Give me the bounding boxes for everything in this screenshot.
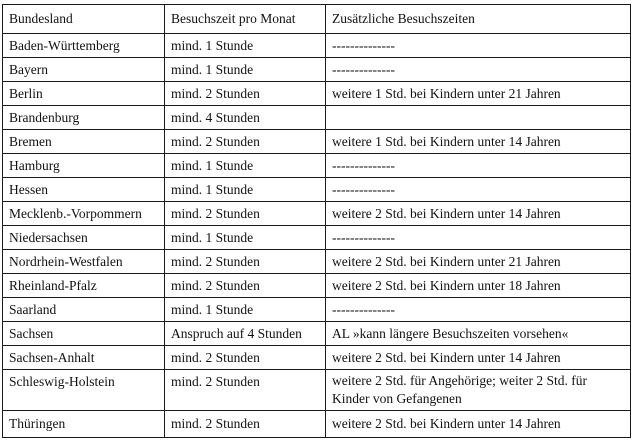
state-cell: Nordrhein-Westfalen xyxy=(3,250,165,274)
additional-visit-cell: weitere 2 Std. für Angehörige; weiter 2 Std. für Kinder von Gefangenen xyxy=(326,370,631,411)
table-row xyxy=(3,274,631,298)
state-cell: Schleswig-Holstein xyxy=(3,370,165,411)
monthly-visit-cell: Anspruch auf 4 Stunden xyxy=(165,322,326,346)
table-row xyxy=(3,130,631,154)
additional-visit-cell: -------------- xyxy=(326,178,631,202)
additional-visit-cell: weitere 2 Std. bei Kindern unter 18 Jahren xyxy=(326,274,631,298)
state-cell: Saarland xyxy=(3,298,165,322)
visiting-hours-table xyxy=(2,4,631,438)
state-cell: Thüringen xyxy=(3,411,165,438)
additional-visit-cell: -------------- xyxy=(326,298,631,322)
table-row xyxy=(3,370,631,411)
monthly-visit-cell: mind. 2 Stunden xyxy=(165,130,326,154)
monthly-visit-cell: mind. 1 Stunde xyxy=(165,226,326,250)
state-cell: Bremen xyxy=(3,130,165,154)
additional-visit-cell: weitere 1 Std. bei Kindern unter 21 Jahren xyxy=(326,82,631,106)
monthly-visit-cell: mind. 1 Stunde xyxy=(165,58,326,82)
monthly-visit-cell: mind. 2 Stunden xyxy=(165,370,326,411)
additional-visit-cell: weitere 2 Std. bei Kindern unter 21 Jahren xyxy=(326,250,631,274)
table-row xyxy=(3,34,631,58)
monthly-visit-cell: mind. 4 Stunden xyxy=(165,106,326,130)
additional-visit-cell: weitere 1 Std. bei Kindern unter 14 Jahren xyxy=(326,130,631,154)
additional-visit-cell xyxy=(326,106,631,130)
state-cell: Rheinland-Pfalz xyxy=(3,274,165,298)
monthly-visit-cell: mind. 1 Stunde xyxy=(165,298,326,322)
table-row xyxy=(3,82,631,106)
monthly-visit-cell: mind. 2 Stunden xyxy=(165,411,326,438)
state-cell: Sachsen xyxy=(3,322,165,346)
table-row xyxy=(3,226,631,250)
table-row xyxy=(3,298,631,322)
state-cell: Hamburg xyxy=(3,154,165,178)
state-cell: Brandenburg xyxy=(3,106,165,130)
table-row xyxy=(3,154,631,178)
monthly-visit-cell: mind. 2 Stunden xyxy=(165,202,326,226)
table-row xyxy=(3,106,631,130)
state-cell: Hessen xyxy=(3,178,165,202)
table-row xyxy=(3,202,631,226)
state-cell: Baden-Württemberg xyxy=(3,34,165,58)
header-state: Bundesland xyxy=(3,5,165,34)
additional-visit-cell: weitere 2 Std. bei Kindern unter 14 Jahren xyxy=(326,346,631,370)
state-cell: Berlin xyxy=(3,82,165,106)
state-cell: Niedersachsen xyxy=(3,226,165,250)
table-row xyxy=(3,250,631,274)
monthly-visit-cell: mind. 2 Stunden xyxy=(165,346,326,370)
state-cell: Sachsen-Anhalt xyxy=(3,346,165,370)
header-row xyxy=(3,5,631,34)
additional-visit-cell: -------------- xyxy=(326,226,631,250)
table-row xyxy=(3,411,631,438)
monthly-visit-cell: mind. 1 Stunde xyxy=(165,34,326,58)
state-cell: Bayern xyxy=(3,58,165,82)
table-row xyxy=(3,322,631,346)
table-row xyxy=(3,178,631,202)
state-cell: Mecklenb.-Vorpommern xyxy=(3,202,165,226)
table-row xyxy=(3,346,631,370)
monthly-visit-cell: mind. 2 Stunden xyxy=(165,274,326,298)
additional-visit-cell: -------------- xyxy=(326,34,631,58)
additional-visit-cell: -------------- xyxy=(326,58,631,82)
header-monthly-visit-time: Besuchszeit pro Monat xyxy=(165,5,326,34)
additional-visit-cell: weitere 2 Std. bei Kindern unter 14 Jahren xyxy=(326,202,631,226)
monthly-visit-cell: mind. 2 Stunden xyxy=(165,82,326,106)
additional-visit-cell: AL »kann längere Besuchszeiten vorsehen« xyxy=(326,322,631,346)
visiting-hours-table-container xyxy=(2,4,630,441)
additional-visit-cell: -------------- xyxy=(326,154,631,178)
additional-visit-cell: weitere 2 Std. bei Kindern unter 14 Jahren xyxy=(326,411,631,438)
table-row xyxy=(3,58,631,82)
monthly-visit-cell: mind. 2 Stunden xyxy=(165,250,326,274)
monthly-visit-cell: mind. 1 Stunde xyxy=(165,178,326,202)
header-additional-visit-time: Zusätzliche Besuchszeiten xyxy=(326,5,631,34)
monthly-visit-cell: mind. 1 Stunde xyxy=(165,154,326,178)
